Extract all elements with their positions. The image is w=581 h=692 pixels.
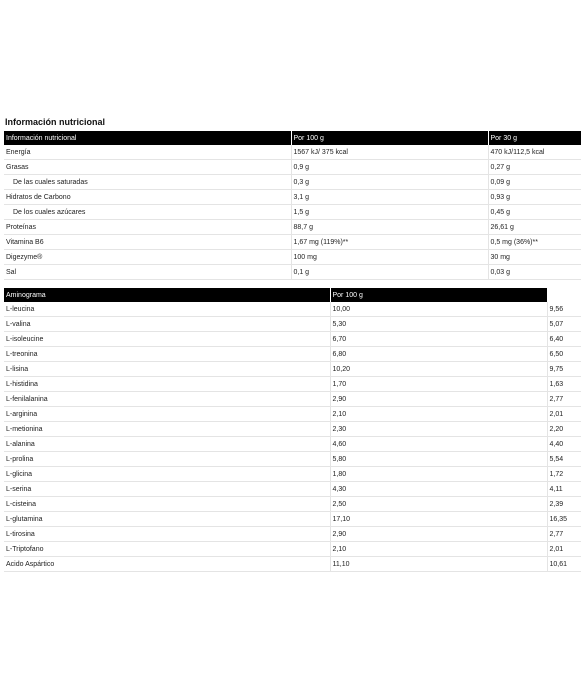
amino-value-per-100g: 2,90 xyxy=(330,527,547,542)
amino-value-per-serving: 4,40 xyxy=(547,437,581,452)
table-row xyxy=(4,220,581,235)
nutrition-table xyxy=(4,131,581,280)
amino-value-per-100g: 4,60 xyxy=(330,437,547,452)
value-per-100g: 100 mg xyxy=(291,250,488,265)
nutrition-header-per30: Por 30 g xyxy=(488,131,581,145)
table-row xyxy=(4,250,581,265)
amino-value-per-100g: 1,70 xyxy=(330,377,547,392)
nutrient-label: De las cuales saturadas xyxy=(4,175,291,190)
amino-acid-name: Acido Aspártico xyxy=(4,557,330,572)
amino-acid-name: L-cisteina xyxy=(4,497,330,512)
nutrition-header-row xyxy=(4,131,581,145)
table-row xyxy=(4,497,581,512)
value-per-100g: 0,3 g xyxy=(291,175,488,190)
value-per-30g: 0,27 g xyxy=(488,160,581,175)
nutrient-label: Sal xyxy=(4,265,291,280)
amino-value-per-serving: 10,61 xyxy=(547,557,581,572)
value-per-100g: 3,1 g xyxy=(291,190,488,205)
amino-value-per-100g: 6,70 xyxy=(330,332,547,347)
nutrient-label: Hidratos de Carbono xyxy=(4,190,291,205)
table-row xyxy=(4,362,581,377)
table-row xyxy=(4,377,581,392)
amino-value-per-100g: 6,80 xyxy=(330,347,547,362)
amino-value-per-serving: 9,56 xyxy=(547,302,581,317)
table-row xyxy=(4,205,581,220)
amino-acid-name: L-glicina xyxy=(4,467,330,482)
table-row xyxy=(4,542,581,557)
aminogram-header-blank xyxy=(547,288,581,302)
amino-value-per-100g: 2,30 xyxy=(330,422,547,437)
nutrition-header-per100: Por 100 g xyxy=(291,131,488,145)
amino-value-per-100g: 2,10 xyxy=(330,407,547,422)
value-per-100g: 0,9 g xyxy=(291,160,488,175)
amino-value-per-serving: 1,72 xyxy=(547,467,581,482)
table-row xyxy=(4,422,581,437)
nutrient-label: Energía xyxy=(4,145,291,160)
amino-acid-name: L-prolina xyxy=(4,452,330,467)
aminogram-header-row xyxy=(4,288,581,302)
amino-value-per-100g: 10,00 xyxy=(330,302,547,317)
amino-acid-name: L-lisina xyxy=(4,362,330,377)
amino-value-per-serving: 2,20 xyxy=(547,422,581,437)
amino-value-per-serving: 16,35 xyxy=(547,512,581,527)
table-row xyxy=(4,160,581,175)
value-per-30g: 0,45 g xyxy=(488,205,581,220)
value-per-100g: 1,5 g xyxy=(291,205,488,220)
table-row xyxy=(4,437,581,452)
amino-value-per-serving: 1,63 xyxy=(547,377,581,392)
nutrient-label: Proteínas xyxy=(4,220,291,235)
table-row xyxy=(4,527,581,542)
table-row xyxy=(4,317,581,332)
value-per-30g: 470 kJ/112,5 kcal xyxy=(488,145,581,160)
amino-value-per-serving: 4,11 xyxy=(547,482,581,497)
amino-acid-name: L-leucina xyxy=(4,302,330,317)
table-row xyxy=(4,175,581,190)
value-per-100g: 88,7 g xyxy=(291,220,488,235)
value-per-30g: 0,93 g xyxy=(488,190,581,205)
table-row xyxy=(4,302,581,317)
amino-value-per-serving: 6,40 xyxy=(547,332,581,347)
amino-value-per-100g: 5,80 xyxy=(330,452,547,467)
amino-acid-name: L-arginina xyxy=(4,407,330,422)
section-title: Información nutricional xyxy=(5,117,106,127)
table-row xyxy=(4,482,581,497)
amino-acid-name: L-metionina xyxy=(4,422,330,437)
aminogram-header-per100: Por 100 g xyxy=(330,288,547,302)
amino-value-per-serving: 9,75 xyxy=(547,362,581,377)
table-row xyxy=(4,407,581,422)
nutrient-label: Grasas xyxy=(4,160,291,175)
amino-value-per-serving: 2,39 xyxy=(547,497,581,512)
amino-acid-name: L-isoleucine xyxy=(4,332,330,347)
amino-value-per-100g: 10,20 xyxy=(330,362,547,377)
value-per-100g: 0,1 g xyxy=(291,265,488,280)
table-row xyxy=(4,392,581,407)
value-per-100g: 1567 kJ/ 375 kcal xyxy=(291,145,488,160)
value-per-100g: 1,67 mg (119%)** xyxy=(291,235,488,250)
amino-value-per-serving: 6,50 xyxy=(547,347,581,362)
amino-value-per-100g: 5,30 xyxy=(330,317,547,332)
aminogram-header-label: Aminograma xyxy=(4,288,330,302)
amino-value-per-100g: 11,10 xyxy=(330,557,547,572)
table-row xyxy=(4,235,581,250)
amino-value-per-100g: 4,30 xyxy=(330,482,547,497)
amino-acid-name: L-fenilalanina xyxy=(4,392,330,407)
amino-acid-name: L-glutamina xyxy=(4,512,330,527)
value-per-30g: 0,03 g xyxy=(488,265,581,280)
amino-acid-name: L-treonina xyxy=(4,347,330,362)
amino-acid-name: L-valina xyxy=(4,317,330,332)
table-row xyxy=(4,452,581,467)
amino-value-per-serving: 2,77 xyxy=(547,527,581,542)
amino-value-per-serving: 5,07 xyxy=(547,317,581,332)
amino-value-per-100g: 1,80 xyxy=(330,467,547,482)
nutrient-label: Vitamina B6 xyxy=(4,235,291,250)
table-row xyxy=(4,332,581,347)
value-per-30g: 26,61 g xyxy=(488,220,581,235)
amino-value-per-serving: 2,77 xyxy=(547,392,581,407)
table-row xyxy=(4,467,581,482)
amino-value-per-100g: 2,10 xyxy=(330,542,547,557)
table-row xyxy=(4,145,581,160)
amino-value-per-100g: 17,10 xyxy=(330,512,547,527)
nutrition-header-label: Información nutricional xyxy=(4,131,291,145)
amino-value-per-100g: 2,50 xyxy=(330,497,547,512)
value-per-30g: 30 mg xyxy=(488,250,581,265)
amino-acid-name: L-Triptofano xyxy=(4,542,330,557)
nutrient-label: Digezyme® xyxy=(4,250,291,265)
value-per-30g: 0,09 g xyxy=(488,175,581,190)
amino-value-per-serving: 5,54 xyxy=(547,452,581,467)
amino-acid-name: L-alanina xyxy=(4,437,330,452)
amino-value-per-serving: 2,01 xyxy=(547,542,581,557)
amino-value-per-serving: 2,01 xyxy=(547,407,581,422)
amino-acid-name: L-histidina xyxy=(4,377,330,392)
table-row xyxy=(4,557,581,572)
amino-acid-name: L-serina xyxy=(4,482,330,497)
aminogram-table xyxy=(4,288,581,572)
amino-value-per-100g: 2,90 xyxy=(330,392,547,407)
amino-acid-name: L-tirosina xyxy=(4,527,330,542)
table-row xyxy=(4,265,581,280)
value-per-30g: 0,5 mg (36%)** xyxy=(488,235,581,250)
table-row xyxy=(4,190,581,205)
table-row xyxy=(4,347,581,362)
nutrient-label: De los cuales azúcares xyxy=(4,205,291,220)
table-row xyxy=(4,512,581,527)
